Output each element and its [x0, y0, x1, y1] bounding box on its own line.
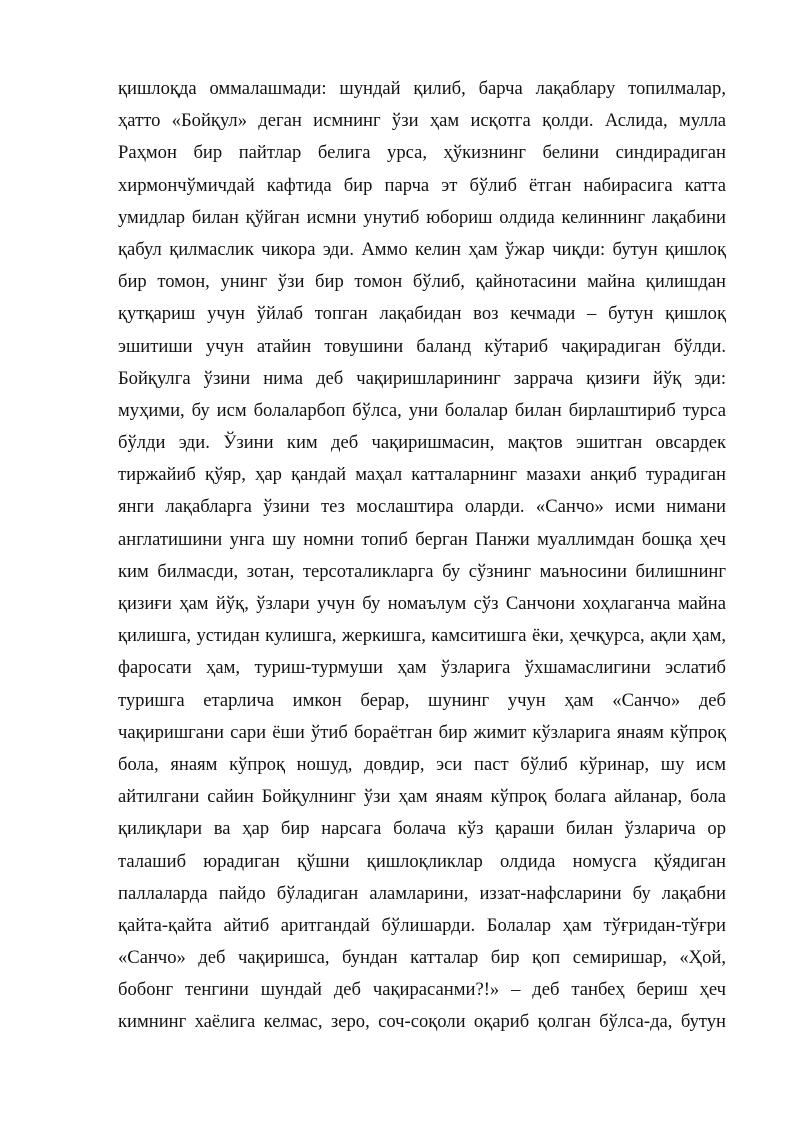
- text-line: ҳатто «Бойқул» деган исмнинг ўзи ҳам исқотга қолди. Аслида, мулла: [118, 110, 726, 132]
- text-line: Раҳмон бир пайтлар белига урса, ҳўкизнинг белини синдирадиган: [118, 142, 726, 164]
- text-line: муҳими, бу исм болаларбоп бўлса, уни болалар билан бирлаштириб турса: [118, 399, 726, 421]
- text-line: эшитиши учун атайин товушини баланд кўтариб чақирадиган бўлди.: [118, 335, 726, 357]
- text-line: талашиб юрадиган қўшни қишлоқликлар олдида номусга қўядиган: [118, 850, 726, 872]
- text-line: чақиришгани сари ёши ўтиб бораётган бир жимит кўзларига янаям кўпроқ: [118, 721, 726, 743]
- text-line: тиржайиб қўяр, ҳар қандай маҳал катталарнинг мазахи анқиб турадиган: [118, 464, 726, 486]
- text-line: «Санчо» деб чақиришса, бундан катталар бир қоп семиришар, «Ҳой,: [118, 947, 726, 969]
- body-text: [118, 73, 726, 1039]
- text-line: хирмончўмичдай кафтида бир парча эт бўлиб ётган набирасига катта: [118, 174, 726, 196]
- text-line: бобонг тенгини шундай деб чақирасанми?!» – деб танбеҳ бериш ҳеч: [118, 979, 726, 1001]
- text-line: айтилгани сайин Бойқулнинг ўзи ҳам янаям кўпроқ болага айланар, бола: [118, 786, 726, 808]
- text-line: янги лақабларга ўзини тез мослаштира оларди. «Санчо» исми нимани: [118, 496, 726, 518]
- text-line: фаросати ҳам, туриш-турмуши ҳам ўзларига ўхшамаслигини эслатиб: [118, 657, 726, 679]
- text-line: қайта-қайта айтиб аритгандай бўлишарди. Болалар ҳам тўғридан-тўғри: [118, 914, 726, 936]
- text-line: кимнинг хаёлига келмас, зеро, соч-соқоли оқариб қолган бўлса-да, бутун: [118, 1011, 726, 1033]
- text-line: қабул қилмаслик чикора эди. Аммо келин ҳам ўжар чиқди: бутун қишлоқ: [118, 238, 726, 260]
- text-line: қилишга, устидан кулишга, жеркишга, камситишга ёки, ҳечқурса, ақли ҳам,: [118, 625, 726, 647]
- text-line: паллаларда пайдо бўладиган аламларини, иззат-нафсларини бу лақабни: [118, 882, 726, 904]
- text-line: туришга етарлича имкон берар, шунинг учун ҳам «Санчо» деб: [118, 689, 726, 711]
- text-line: қишлоқда оммалашмади: шундай қилиб, барча лақаблару топилмалар,: [118, 78, 726, 99]
- text-line: Бойқулга ўзини нима деб чақиришларининг заррача қизиғи йўқ эди:: [118, 367, 726, 389]
- text-line: қизиғи ҳам йўқ, ўзлари учун бу номаълум сўз Санчони хоҳлаганча майна: [118, 593, 726, 614]
- text-line: қилиқлари ва ҳар бир нарсага болача кўз қараши билан ўзларича ор: [118, 818, 726, 840]
- text-line: умидлар билан қўйган исмни унутиб юбориш олдида келиннинг лақабини: [118, 206, 726, 228]
- text-line: бола, янаям кўпроқ ношуд, довдир, эси паст бўлиб кўринар, шу исм: [118, 753, 726, 775]
- text-line: бир томон, унинг ўзи бир томон бўлиб, қайнотасини майна қилишдан: [118, 271, 726, 293]
- text-line: қутқариш учун ўйлаб топган лақабидан воз кечмади – бутун қишлоқ: [118, 303, 726, 325]
- text-line: ким билмасди, зотан, терсоталикларга бу сўзнинг маъносини билишнинг: [118, 560, 726, 582]
- text-line: бўлди эди. Ўзини ким деб чақиришмасин, мақтов эшитган овсардек: [118, 432, 726, 454]
- text-line: англатишини унга шу номни топиб берган Панжи муаллимдан бошқа ҳеч: [118, 528, 726, 550]
